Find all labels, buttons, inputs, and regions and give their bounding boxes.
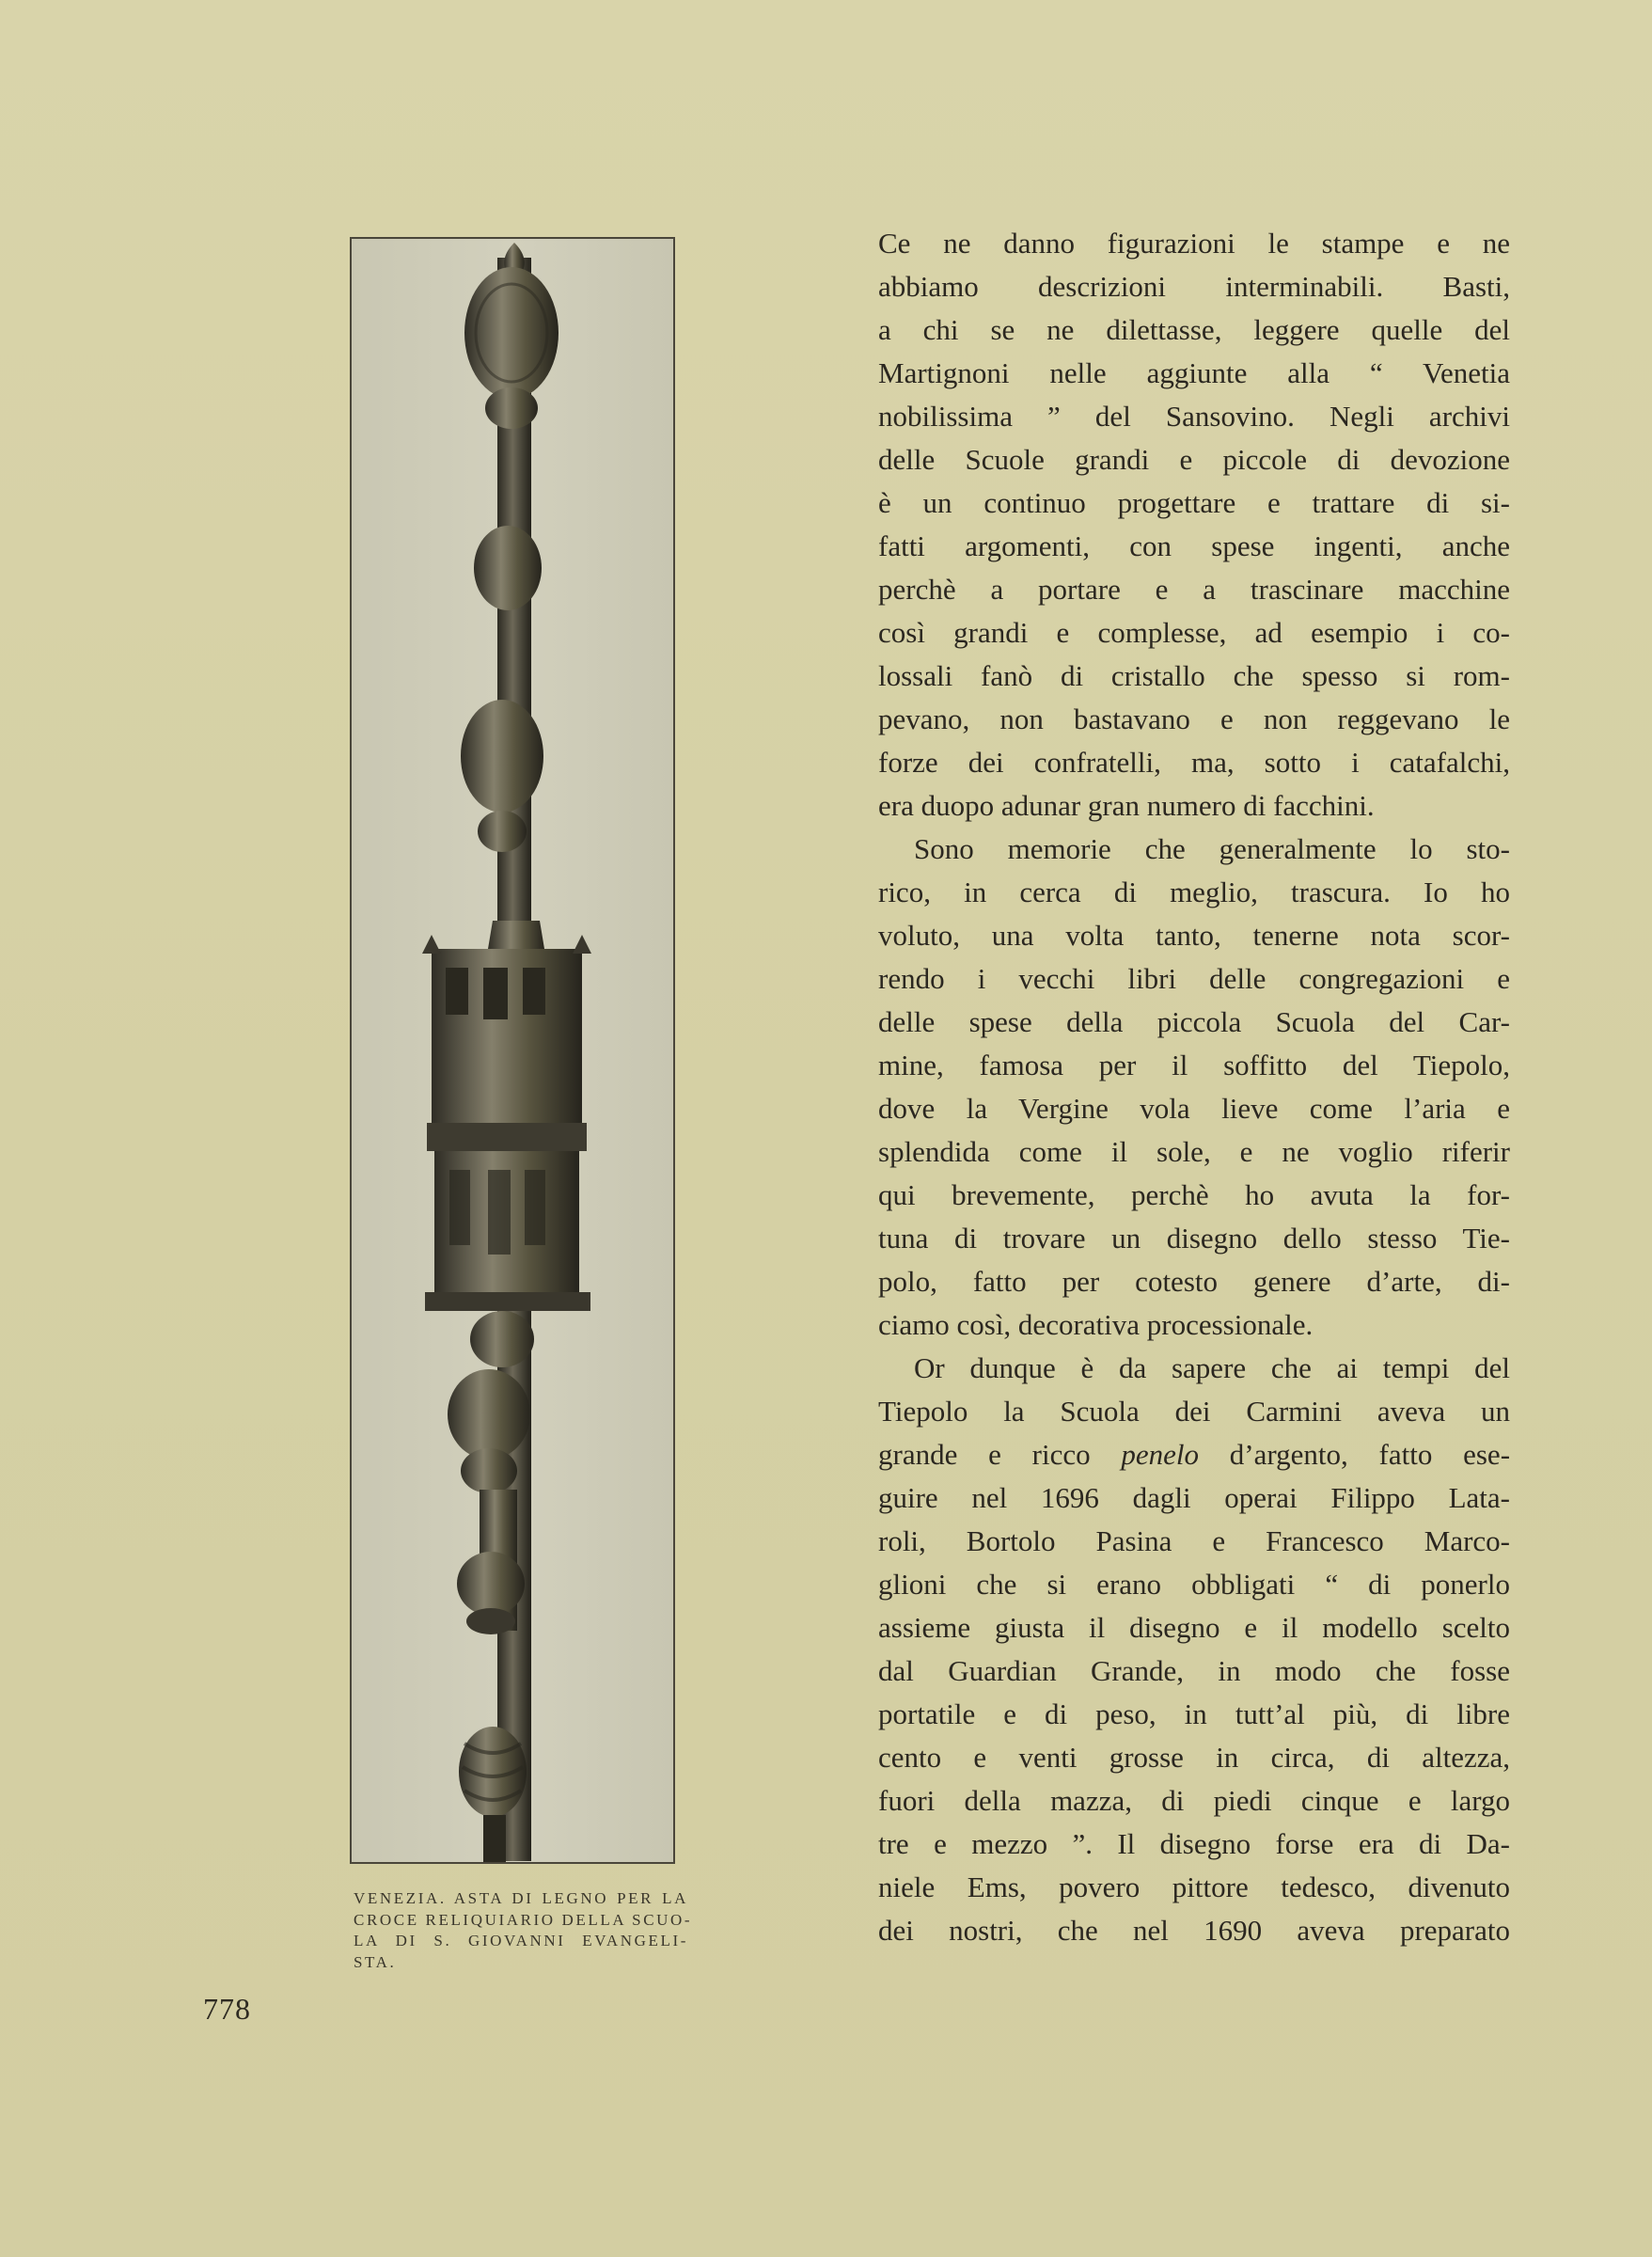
text-line: fuori della mazza, di piedi cinque e largo	[878, 1784, 1510, 1817]
text-line: ciamo così, decorativa processionale.	[878, 1308, 1314, 1341]
text-segment: grande e ricco	[878, 1438, 1091, 1471]
text-line: era duopo adunar gran numero di facchini.	[878, 789, 1375, 822]
text-line: splendida come il sole, e ne voglio riferir	[878, 1135, 1510, 1168]
figure-photograph	[350, 237, 675, 1864]
text-line: glioni che si erano obbligati “ di ponerlo	[878, 1568, 1510, 1601]
text-line: forze dei confratelli, ma, sotto i catafalchi,	[878, 746, 1510, 779]
text-line: polo, fatto per cotesto genere d’arte, di-	[878, 1265, 1510, 1298]
body-text	[878, 222, 1510, 1952]
text-line: Martignoni nelle aggiunte alla “ Venetia	[878, 356, 1510, 389]
text-line: assieme giusta il disegno e il modello scelto	[878, 1611, 1510, 1644]
text-line: roli, Bortolo Pasina e Francesco Marco-	[878, 1524, 1510, 1557]
text-line	[878, 1433, 1510, 1476]
text-line: guire nel 1696 dagli operai Filippo Lata-	[878, 1481, 1510, 1514]
text-line: dal Guardian Grande, in modo che fosse	[878, 1654, 1510, 1687]
text-line: rendo i vecchi libri delle congregazioni e	[878, 962, 1510, 995]
text-segment: d’argento, fatto ese-	[1229, 1438, 1511, 1471]
caption-line: CROCE RELIQUIARIO DELLA SCUO-	[354, 1910, 693, 1929]
text-line: Or dunque è da sapere che ai tempi del	[914, 1351, 1510, 1384]
text-line: fatti argomenti, con spese ingenti, anche	[878, 529, 1510, 562]
text-line: dei nostri, che nel 1690 aveva preparato	[878, 1914, 1510, 1947]
figure-caption	[354, 1888, 693, 1973]
text-line: delle Scuole grandi e piccole di devozione	[878, 443, 1510, 476]
text-line: a chi se ne dilettasse, leggere quelle del	[878, 313, 1510, 346]
text-line: è un continuo progettare e trattare di si-	[878, 486, 1510, 519]
text-line: rico, in cerca di meglio, trascura. Io ho	[878, 876, 1510, 908]
text-line: delle spese della piccola Scuola del Car-	[878, 1005, 1510, 1038]
page-number: 778	[203, 1992, 251, 2026]
text-line: mine, famosa per il soffitto del Tiepolo,	[878, 1049, 1510, 1081]
text-line: pevano, non bastavano e non reggevano le	[878, 702, 1510, 735]
text-line: tre e mezzo ”. Il disegno forse era di Da-	[878, 1827, 1510, 1860]
text-line: Tiepolo la Scuola dei Carmini aveva un	[878, 1395, 1510, 1428]
text-line: portatile e di peso, in tutt’al più, di libre	[878, 1697, 1510, 1730]
text-line: dove la Vergine vola lieve come l’aria e	[878, 1092, 1510, 1125]
text-line: così grandi e complesse, ad esempio i co-	[878, 616, 1510, 649]
text-line: nobilissima ” del Sansovino. Negli archivi	[878, 400, 1510, 433]
text-line: cento e venti grosse in circa, di altezza,	[878, 1741, 1510, 1774]
text-line: abbiamo descrizioni interminabili. Basti,	[878, 270, 1510, 303]
italic-term: penelo	[1121, 1438, 1200, 1471]
carved-staff-illustration	[352, 239, 675, 1864]
text-line: lossali fanò di cristallo che spesso si rom-	[878, 659, 1510, 692]
text-line: qui brevemente, perchè ho avuta la for-	[878, 1178, 1510, 1211]
text-line: Sono memorie che generalmente lo sto-	[914, 832, 1510, 865]
text-line: Ce ne danno figurazioni le stampe e ne	[878, 227, 1510, 260]
caption-line: VENEZIA. ASTA DI LEGNO PER LA	[354, 1889, 688, 1907]
caption-line: STA.	[354, 1952, 397, 1971]
text-line: tuna di trovare un disegno dello stesso Tie-	[878, 1222, 1510, 1255]
text-line: perchè a portare e a trascinare macchine	[878, 573, 1510, 606]
caption-line: LA DI S. GIOVANNI EVANGELI-	[354, 1932, 688, 1949]
text-line: voluto, una volta tanto, tenerne nota scor-	[878, 919, 1510, 952]
text-line: niele Ems, povero pittore tedesco, divenuto	[878, 1870, 1510, 1903]
